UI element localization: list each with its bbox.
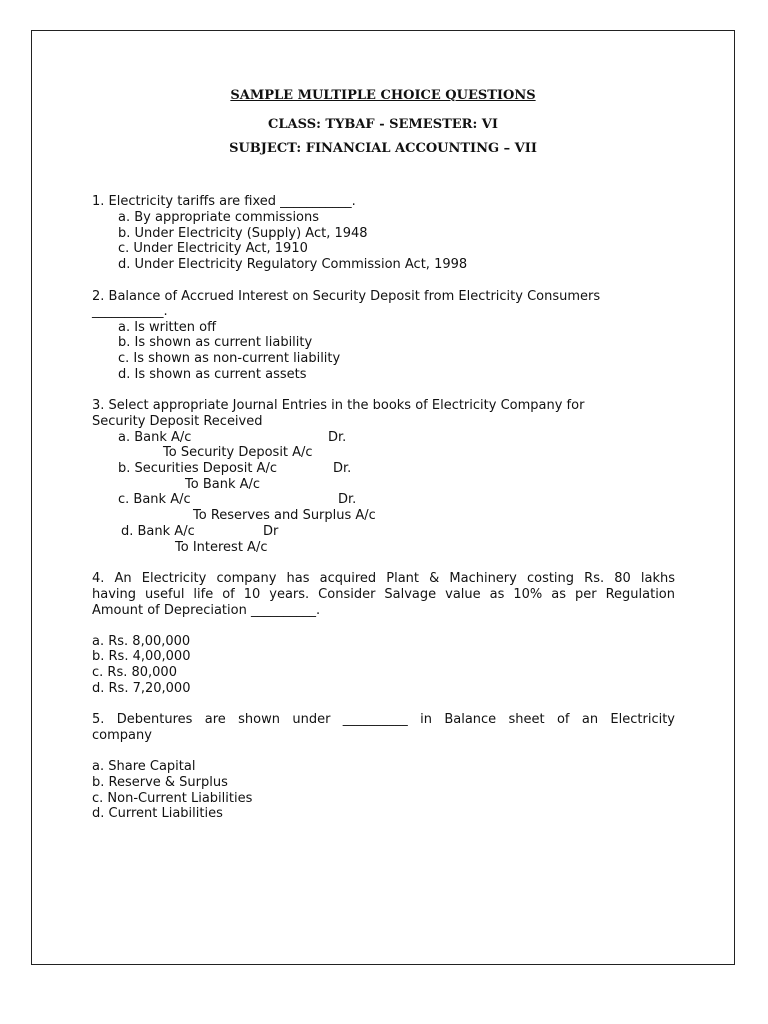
question-2-option-b: b. Is shown as current liability [118,335,313,350]
question-3-entry-b-to: To Bank A/c [185,477,261,492]
subject-line: SUBJECT: FINANCIAL ACCOUNTING – VII [229,141,537,156]
question-4-option-b: b. Rs. 4,00,000 [92,649,191,664]
question-3-stem-line-1: 3. Select appropriate Journal Entries in the books of Electricity Company for [92,398,585,413]
question-1-stem: 1. Electricity tariffs are fixed ___________. [92,194,356,209]
question-4-option-c: c. Rs. 80,000 [92,665,177,680]
question-4-stem-line-1: 4. An Electricity company has acquired Plant & Machinery costing Rs. 80 lakhs [92,571,675,586]
question-4-stem-line-2: having useful life of 10 years. Consider Salvage value as 10% as per Regulation [92,587,675,602]
question-3-entry-c-dr: Dr. [338,492,357,507]
question-2-stem-line-1: 2. Balance of Accrued Interest on Security Deposit from Electricity Consumers [92,289,601,304]
question-2-option-a: a. Is written off [118,320,217,335]
question-5-option-c: c. Non-Current Liabilities [92,791,253,806]
question-4-option-d: d. Rs. 7,20,000 [92,681,191,696]
question-3-entry-a-to: To Security Deposit A/c [163,445,313,460]
question-5-stem-line-1: 5. Debentures are shown under __________ in Balance sheet of an Electricity [92,712,675,727]
question-4-option-a: a. Rs. 8,00,000 [92,634,191,649]
question-3-entry-b-dr: Dr. [333,461,352,476]
question-1-option-c: c. Under Electricity Act, 1910 [118,241,308,256]
question-1-option-a: a. By appropriate commissions [118,210,320,225]
question-5-stem-line-2: company [92,728,152,743]
question-3-entry-a-label: a. Bank A/c [118,430,192,445]
class-line: CLASS: TYBAF - SEMESTER: VI [268,117,498,132]
question-5-option-a: a. Share Capital [92,759,196,774]
question-3-entry-c-to: To Reserves and Surplus A/c [193,508,376,523]
question-2-stem-line-2: ___________. [92,304,168,319]
question-3-entry-a-dr: Dr. [328,430,347,445]
question-3-entry-d-to: To Interest A/c [175,540,268,555]
question-3-entry-c-label: c. Bank A/c [118,492,191,507]
question-3-entry-b-label: b. Securities Deposit A/c [118,461,277,476]
question-2-option-d: d. Is shown as current assets [118,367,307,382]
question-2-option-c: c. Is shown as non-current liability [118,351,341,366]
question-5-option-d: d. Current Liabilities [92,806,223,821]
question-4-stem-line-3: Amount of Depreciation __________. [92,603,321,618]
question-3-stem-line-2: Security Deposit Received [92,414,263,429]
question-3-entry-d-dr: Dr [263,524,279,539]
question-1-option-b: b. Under Electricity (Supply) Act, 1948 [118,226,368,241]
question-5-option-b: b. Reserve & Surplus [92,775,228,790]
document-title: SAMPLE MULTIPLE CHOICE QUESTIONS [230,88,536,103]
question-3-entry-d-label: d. Bank A/c [121,524,195,539]
question-1-option-d: d. Under Electricity Regulatory Commission Act, 1998 [118,257,468,272]
